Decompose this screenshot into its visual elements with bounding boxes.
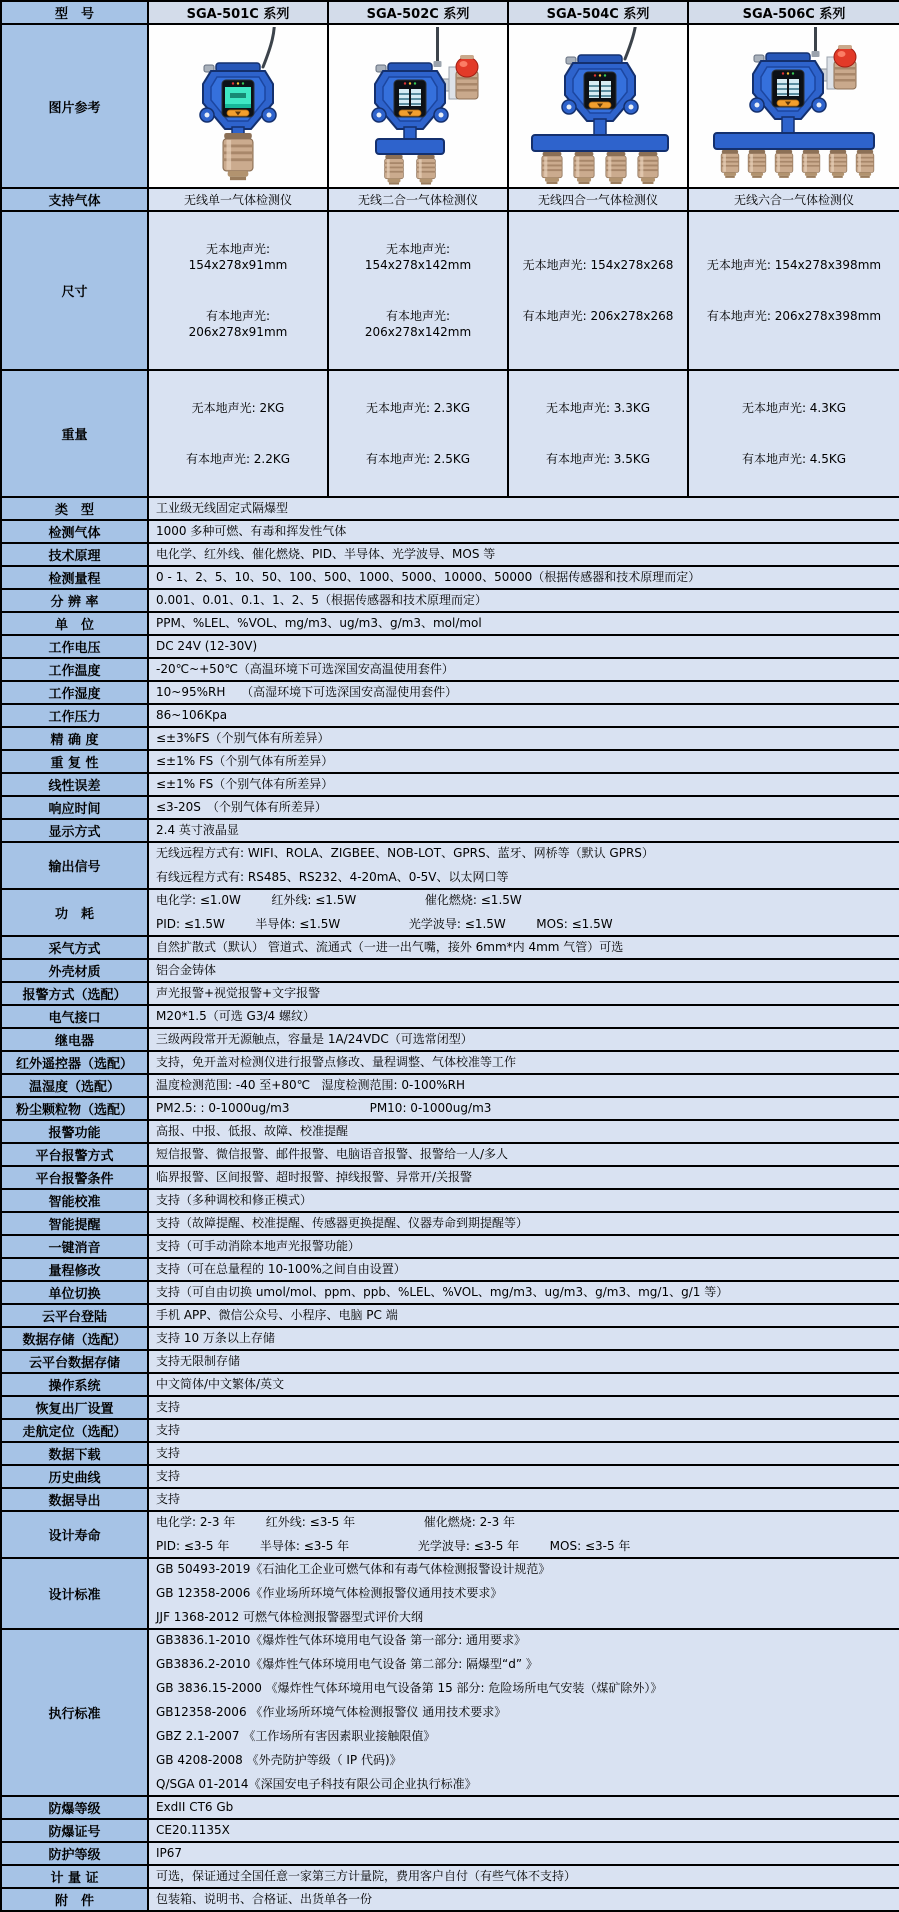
- value-line: GB 12358-2006《作业场所环境气体检测报警仪通用技术要求》: [156, 1586, 503, 1600]
- spec-row: [1, 681, 899, 704]
- row-value: [148, 1212, 899, 1235]
- row-value: [148, 1120, 899, 1143]
- spec-row: [1, 1465, 899, 1488]
- spec-row: [1, 982, 899, 1005]
- value-line: 温度检测范围: -40 至+80℃ 湿度检测范围: 0-100%RH: [156, 1078, 466, 1092]
- spec-row: [1, 612, 899, 635]
- row-value: [148, 889, 899, 936]
- row-value: [148, 566, 899, 589]
- row-value: [148, 612, 899, 635]
- row-label: 工作电压: [1, 635, 148, 658]
- value-line: 支持: [156, 1492, 181, 1506]
- row-value: [148, 1304, 899, 1327]
- value-line: 无本地声光: 2KG: [191, 401, 285, 415]
- row-label: 恢复出厂设置: [1, 1396, 148, 1419]
- value-line: 铝合金铸体: [156, 963, 217, 977]
- value-line: 无线远程方式有: WIFI、ROLA、ZIGBEE、NOB-LOT、GPRS、蓝牙、网桥等（默认 GPRS）: [156, 846, 654, 860]
- value-line: GB3836.1-2010《爆炸性气体环境用电气设备 第一部分: 通用要求》: [156, 1633, 527, 1647]
- row-value: [148, 842, 899, 889]
- spec-row: [1, 1888, 899, 1911]
- spec-row: [1, 543, 899, 566]
- row-label: 工作湿度: [1, 681, 148, 704]
- row-value: [148, 1028, 899, 1051]
- spec-row: [1, 1258, 899, 1281]
- weight-value: [688, 370, 899, 497]
- size-row: [1, 211, 899, 370]
- spec-row: [1, 1235, 899, 1258]
- value-line: 0 - 1、2、5、10、50、100、500、1000、5000、10000、50000（根据传感器和技术原理而定）: [156, 570, 701, 584]
- value-line: 有本地声光: 206x278x398mm: [706, 309, 882, 323]
- value-line: 支持（多种调校和修正模式）: [156, 1193, 313, 1207]
- row-label: 电气接口: [1, 1005, 148, 1028]
- spec-row: [1, 1166, 899, 1189]
- value-line: GB3836.2-2010《爆炸性气体环境用电气设备 第二部分: 隔爆型“d” 》: [156, 1657, 538, 1671]
- row-label: 工作压力: [1, 704, 148, 727]
- size-value: [688, 211, 899, 370]
- row-label: 继电器: [1, 1028, 148, 1051]
- spec-row: [1, 1629, 899, 1796]
- value-line: 自然扩散式（默认） 管道式、流通式（一进一出气嘴，接外 6mm*内 4mm 气管）可选: [156, 940, 624, 954]
- row-value: [148, 543, 899, 566]
- value-line: 可选，保证通过全国任意一家第三方计量院，费用客户自付（有些气体不支持）: [156, 1869, 577, 1883]
- row-value: [148, 727, 899, 750]
- product-image-sga506c-6in1-detector: [702, 27, 886, 185]
- value-line: CE20.1135X: [156, 1823, 230, 1837]
- spec-row: [1, 1281, 899, 1304]
- value-line: 手机 APP、微信公众号、小程序、电脑 PC 端: [156, 1308, 398, 1322]
- row-label: 型 号: [1, 1, 148, 24]
- spec-row: [1, 1511, 899, 1558]
- row-label: 一键消音: [1, 1235, 148, 1258]
- spec-row: [1, 889, 899, 936]
- row-label: 显示方式: [1, 819, 148, 842]
- row-value: [148, 1819, 899, 1842]
- row-value: [148, 1258, 899, 1281]
- row-value: [148, 1350, 899, 1373]
- gas-type: 无线单一气体检测仪: [148, 188, 328, 211]
- row-label: 线性误差: [1, 773, 148, 796]
- spec-row: [1, 1442, 899, 1465]
- row-label: 报警功能: [1, 1120, 148, 1143]
- model-name: SGA-506C 系列: [688, 1, 899, 24]
- value-line: PID: ≤3-5 年 半导体: ≤3-5 年 光学波导: ≤3-5 年 MOS: ≤3-5 年: [156, 1539, 631, 1553]
- value-line: 电化学、红外线、催化燃烧、PID、半导体、光学波导、MOS 等: [156, 547, 496, 561]
- spec-row: [1, 1304, 899, 1327]
- value-line: 支持无限制存储: [156, 1354, 241, 1368]
- value-line: 有本地声光: 2.5KG: [365, 452, 471, 466]
- row-label: 单 位: [1, 612, 148, 635]
- row-label: 输出信号: [1, 842, 148, 889]
- spec-row: [1, 1120, 899, 1143]
- spec-row: [1, 1373, 899, 1396]
- value-line: 电化学: ≤1.0W 红外线: ≤1.5W 催化燃烧: ≤1.5W: [156, 893, 522, 907]
- value-line: DC 24V (12-30V): [156, 639, 258, 653]
- row-label: 云平台登陆: [1, 1304, 148, 1327]
- row-value: [148, 1796, 899, 1819]
- value-line: 支持 10 万条以上存储: [156, 1331, 275, 1345]
- row-value: [148, 635, 899, 658]
- spec-row: [1, 959, 899, 982]
- row-label: 外壳材质: [1, 959, 148, 982]
- spec-row: [1, 1558, 899, 1629]
- value-line: 2.4 英寸液晶显: [156, 823, 239, 837]
- value-line: GB 4208-2008 《外壳防护等级（ IP 代码)》: [156, 1753, 402, 1767]
- spec-row: [1, 1051, 899, 1074]
- spec-row: [1, 1143, 899, 1166]
- row-label: 历史曲线: [1, 1465, 148, 1488]
- row-label: 数据导出: [1, 1488, 148, 1511]
- row-label: 设计标准: [1, 1558, 148, 1629]
- value-line: 有本地声光: 206x278x268: [522, 309, 674, 323]
- value-line: GB 3836.15-2000 《爆炸性气体环境用电气设备第 15 部分: 危险场所电气安装（煤矿除外）》: [156, 1681, 663, 1695]
- spec-row: [1, 727, 899, 750]
- model-name: SGA-501C 系列: [148, 1, 328, 24]
- row-label: 数据下载: [1, 1442, 148, 1465]
- row-value: [148, 1189, 899, 1212]
- spec-row: [1, 936, 899, 959]
- row-value: [148, 1419, 899, 1442]
- value-line: 支持（故障提醒、校准提醒、传感器更换提醒、仪器寿命到期提醒等）: [156, 1216, 529, 1230]
- gas-type: 无线六合一气体检测仪: [688, 188, 899, 211]
- row-label: 设计寿命: [1, 1511, 148, 1558]
- spec-row: [1, 1350, 899, 1373]
- weight-row: [1, 370, 899, 497]
- value-line: GB12358-2006 《作业场所环境气体检测报警仪 通用技术要求》: [156, 1705, 507, 1719]
- row-value: [148, 1842, 899, 1865]
- value-line: 无本地声光: 3.3KG: [545, 401, 651, 415]
- spec-row: [1, 658, 899, 681]
- row-label: 检测量程: [1, 566, 148, 589]
- value-line: 支持: [156, 1423, 181, 1437]
- value-line: 工业级无线固定式隔爆型: [156, 501, 289, 515]
- value-line: JJF 1368-2012 可燃气体检测报警器型式评价大纲: [156, 1610, 424, 1624]
- value-line: 高报、中报、低报、故障、校准提醒: [156, 1124, 349, 1138]
- row-value: [148, 1629, 899, 1796]
- product-image-sga502c-2in1-detector: [330, 27, 506, 185]
- spec-row: [1, 1865, 899, 1888]
- value-line: 包装箱、说明书、合格证、出货单各一份: [156, 1892, 373, 1906]
- size-value: [148, 211, 328, 370]
- weight-value: [148, 370, 328, 497]
- row-label: 防护等级: [1, 1842, 148, 1865]
- value-line: GB 50493-2019《石油化工企业可燃气体和有毒气体检测报警设计规范》: [156, 1562, 551, 1576]
- row-label: 精 确 度: [1, 727, 148, 750]
- row-label: 采气方式: [1, 936, 148, 959]
- value-line: IP67: [156, 1846, 183, 1860]
- value-line: ≤±1% FS（个别气体有所差异）: [156, 754, 334, 768]
- row-value: [148, 1051, 899, 1074]
- spec-row: [1, 1327, 899, 1350]
- row-value: [148, 773, 899, 796]
- row-value: [148, 520, 899, 543]
- row-label: 智能校准: [1, 1189, 148, 1212]
- value-line: 86~106Kpa: [156, 708, 228, 722]
- spec-row: [1, 819, 899, 842]
- row-label: 计 量 证: [1, 1865, 148, 1888]
- row-label: 技术原理: [1, 543, 148, 566]
- row-value: [148, 1235, 899, 1258]
- row-value: [148, 1442, 899, 1465]
- value-line: 无本地声光: 2.3KG: [365, 401, 471, 415]
- row-label: 操作系统: [1, 1373, 148, 1396]
- value-line: 中文简体/中文繁体/英文: [156, 1377, 285, 1391]
- spec-row: [1, 589, 899, 612]
- row-value: [148, 1465, 899, 1488]
- value-line: 10~95%RH （高湿环境下可选深国安高湿使用套件）: [156, 685, 458, 699]
- row-label: 支持气体: [1, 188, 148, 211]
- value-line: 无本地声光: 154x278x142mm: [364, 242, 472, 272]
- value-line: -20℃~+50℃（高温环境下可选深国安高温使用套件）: [156, 662, 454, 676]
- row-label: 粉尘颗粒物（选配）: [1, 1097, 148, 1120]
- row-label: 红外遥控器（选配）: [1, 1051, 148, 1074]
- spec-row: [1, 635, 899, 658]
- row-label: 附 件: [1, 1888, 148, 1911]
- value-line: 有本地声光: 206x278x91mm: [188, 309, 288, 339]
- row-value: [148, 1888, 899, 1911]
- value-line: 临界报警、区间报警、超时报警、掉线报警、异常开/关报警: [156, 1170, 473, 1184]
- value-line: 支持: [156, 1469, 181, 1483]
- row-value: [148, 936, 899, 959]
- size-value: [328, 211, 508, 370]
- row-value: [148, 1005, 899, 1028]
- value-line: ≤±3%FS（个别气体有所差异）: [156, 731, 330, 745]
- row-label: 工作温度: [1, 658, 148, 681]
- row-value: [148, 1865, 899, 1888]
- row-label: 温湿度（选配）: [1, 1074, 148, 1097]
- row-value: [148, 1166, 899, 1189]
- spec-row: [1, 1419, 899, 1442]
- row-value: [148, 796, 899, 819]
- value-line: 支持: [156, 1446, 181, 1460]
- value-line: 短信报警、微信报警、邮件报警、电脑语音报警、报警给一人/多人: [156, 1147, 509, 1161]
- row-value: [148, 1281, 899, 1304]
- value-line: 有本地声光: 206x278x142mm: [364, 309, 472, 339]
- value-line: 无本地声光: 154x278x91mm: [188, 242, 288, 272]
- row-label: 执行标准: [1, 1629, 148, 1796]
- spec-row: [1, 1028, 899, 1051]
- row-value: [148, 704, 899, 727]
- value-line: 无本地声光: 154x278x398mm: [706, 258, 882, 272]
- model-name: SGA-502C 系列: [328, 1, 508, 24]
- row-value: [148, 589, 899, 612]
- spec-row: [1, 566, 899, 589]
- row-label: 防爆等级: [1, 1796, 148, 1819]
- weight-value: [508, 370, 688, 497]
- row-label: 响应时间: [1, 796, 148, 819]
- value-line: ≤3-20S （个别气体有所差异）: [156, 800, 327, 814]
- value-line: 支持（可手动消除本地声光报警功能）: [156, 1239, 361, 1253]
- row-label: 重 复 性: [1, 750, 148, 773]
- row-label: 图片参考: [1, 24, 148, 188]
- value-line: 声光报警+视觉报警+文字报警: [156, 986, 321, 1000]
- spec-row: [1, 1097, 899, 1120]
- spec-row: [1, 1396, 899, 1419]
- value-line: M20*1.5（可选 G3/4 螺纹）: [156, 1009, 315, 1023]
- gas-type: 无线四合一气体检测仪: [508, 188, 688, 211]
- value-line: ExdII CT6 Gb: [156, 1800, 234, 1814]
- spec-rows-body: [1, 497, 899, 1911]
- model-row: [1, 1, 899, 24]
- spec-row: [1, 796, 899, 819]
- spec-row: [1, 520, 899, 543]
- row-value: [148, 497, 899, 520]
- row-label: 分 辨 率: [1, 589, 148, 612]
- spec-row: [1, 1488, 899, 1511]
- row-label: 平台报警方式: [1, 1143, 148, 1166]
- spec-row: [1, 773, 899, 796]
- gas-type: 无线二合一气体检测仪: [328, 188, 508, 211]
- product-image-sga501c-single-detector: [150, 27, 326, 185]
- size-value: [508, 211, 688, 370]
- value-line: 有本地声光: 4.5KG: [741, 452, 847, 466]
- value-line: 三级两段常开无源触点，容量是 1A/24VDC（可选常闭型）: [156, 1032, 473, 1046]
- row-label: 量程修改: [1, 1258, 148, 1281]
- spec-row: [1, 1189, 899, 1212]
- row-value: [148, 1097, 899, 1120]
- weight-value: [328, 370, 508, 497]
- row-label: 功 耗: [1, 889, 148, 936]
- value-line: 支持，免开盖对检测仪进行报警点修改、量程调整、气体校准等工作: [156, 1055, 517, 1069]
- value-line: 支持（可自由切换 umol/mol、ppm、ppb、%LEL、%VOL、mg/m3、ug/m3、g/m3、mg/1、g/1 等）: [156, 1285, 729, 1299]
- value-line: 有本地声光: 3.5KG: [545, 452, 651, 466]
- value-line: 支持（可在总量程的 10-100%之间自由设置）: [156, 1262, 406, 1276]
- row-label: 智能提醒: [1, 1212, 148, 1235]
- row-label: 尺寸: [1, 211, 148, 370]
- row-value: [148, 1488, 899, 1511]
- row-value: [148, 1511, 899, 1558]
- row-value: [148, 658, 899, 681]
- value-line: 支持: [156, 1400, 181, 1414]
- row-label: 报警方式（选配）: [1, 982, 148, 1005]
- value-line: Q/SGA 01-2014《深国安电子科技有限公司企业执行标准》: [156, 1777, 477, 1791]
- value-line: 无本地声光: 4.3KG: [741, 401, 847, 415]
- row-label: 重量: [1, 370, 148, 497]
- row-value: [148, 1558, 899, 1629]
- spec-row: [1, 1074, 899, 1097]
- value-line: PID: ≤1.5W 半导体: ≤1.5W 光学波导: ≤1.5W MOS: ≤1.5W: [156, 917, 613, 931]
- value-line: 电化学: 2-3 年 红外线: ≤3-5 年 催化燃烧: 2-3 年: [156, 1515, 516, 1529]
- value-line: 有本地声光: 2.2KG: [185, 452, 291, 466]
- row-label: 检测气体: [1, 520, 148, 543]
- row-value: [148, 1143, 899, 1166]
- value-line: PPM、%LEL、%VOL、mg/m3、ug/m3、g/m3、mol/mol: [156, 616, 482, 630]
- gas-row: [1, 188, 899, 211]
- row-value: [148, 819, 899, 842]
- product-image-sga504c-4in1-detector: [510, 27, 686, 185]
- spec-row: [1, 704, 899, 727]
- row-label: 单位切换: [1, 1281, 148, 1304]
- row-label: 走航定位（选配）: [1, 1419, 148, 1442]
- value-line: PM2.5: : 0-1000ug/m3 PM10: 0-1000ug/m3: [156, 1101, 492, 1115]
- value-line: 有线远程方式有: RS485、RS232、4-20mA、0-5V、以太网口等: [156, 870, 509, 884]
- value-line: 1000 多种可燃、有毒和挥发性气体: [156, 524, 347, 538]
- spec-row: [1, 1005, 899, 1028]
- row-value: [148, 1327, 899, 1350]
- value-line: GBZ 2.1-2007 《工作场所有害因素职业接触限值》: [156, 1729, 436, 1743]
- value-line: ≤±1% FS（个别气体有所差异）: [156, 777, 334, 791]
- model-name: SGA-504C 系列: [508, 1, 688, 24]
- row-label: 数据存储（选配）: [1, 1327, 148, 1350]
- row-value: [148, 1373, 899, 1396]
- row-value: [148, 750, 899, 773]
- spec-row: [1, 1842, 899, 1865]
- row-label: 防爆证号: [1, 1819, 148, 1842]
- row-value: [148, 681, 899, 704]
- image-row: [1, 24, 899, 188]
- value-line: 0.001、0.01、0.1、1、2、5（根据传感器和技术原理而定）: [156, 593, 488, 607]
- spec-row: [1, 1212, 899, 1235]
- spec-row: [1, 1819, 899, 1842]
- spec-row: [1, 497, 899, 520]
- row-label: 类 型: [1, 497, 148, 520]
- row-value: [148, 959, 899, 982]
- row-label: 平台报警条件: [1, 1166, 148, 1189]
- row-value: [148, 1396, 899, 1419]
- spec-row: [1, 842, 899, 889]
- row-value: [148, 1074, 899, 1097]
- spec-row: [1, 1796, 899, 1819]
- value-line: 无本地声光: 154x278x268: [522, 258, 674, 272]
- row-value: [148, 982, 899, 1005]
- spec-row: [1, 750, 899, 773]
- row-label: 云平台数据存储: [1, 1350, 148, 1373]
